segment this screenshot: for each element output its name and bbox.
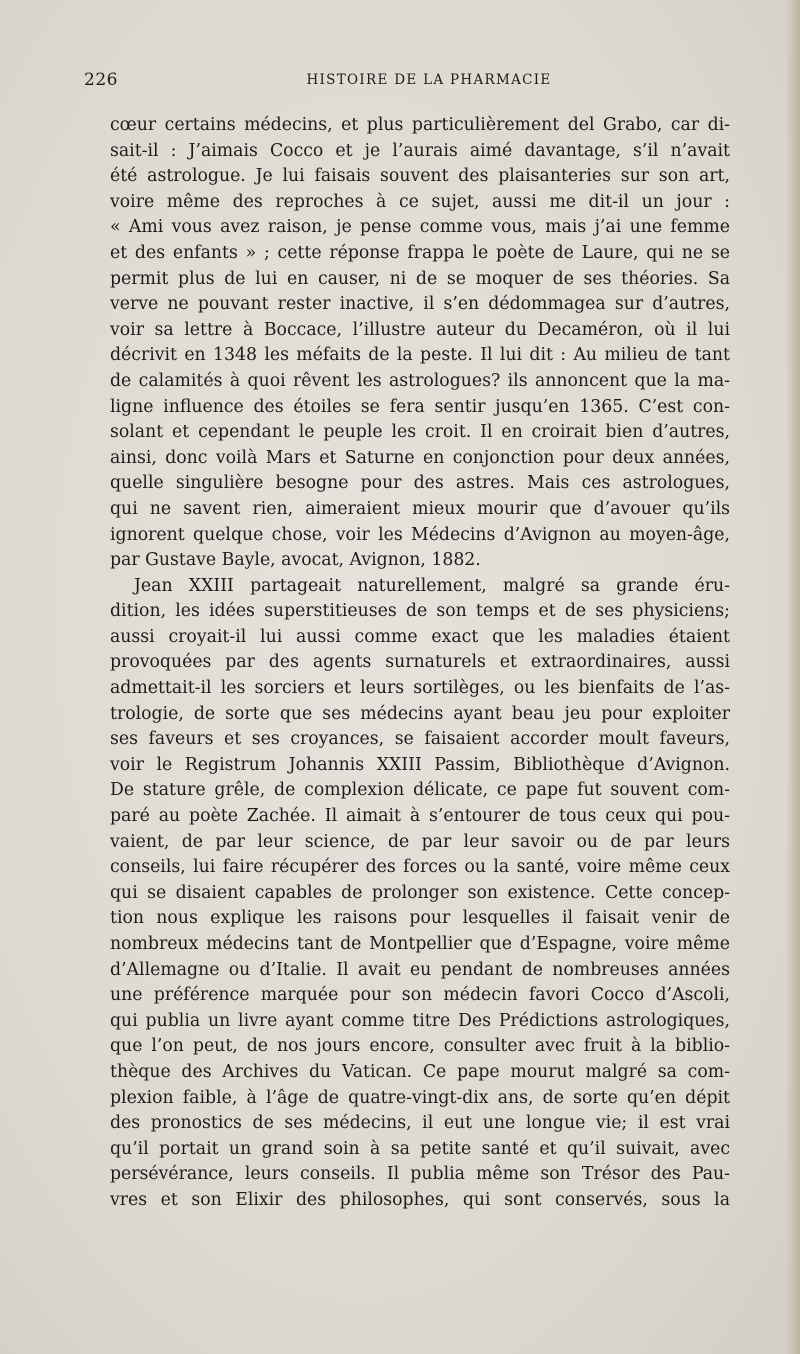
text-line: ainsi, donc voilà Mars et Saturne en conjonction pour deux années, [110, 447, 730, 468]
text-line: par Gustave Bayle, avocat, Avignon, 1882. [110, 550, 481, 571]
page-number: 226 [84, 70, 118, 90]
text-line: thèque des Archives du Vatican. Ce pape mourut malgré sa com- [110, 1061, 730, 1082]
text-line: trologie, de sorte que ses médecins ayant beau jeu pour exploiter [110, 703, 730, 724]
text-line: décrivit en 1348 les méfaits de la peste. Il lui dit : Au milieu de tant [110, 345, 730, 366]
text-line: nombreux médecins tant de Montpellier que d’Espagne, voire même [110, 934, 730, 954]
text-line: verve ne pouvant rester inactive, il s’en dédommagea sur d’autres, [110, 294, 730, 315]
text-line: que l’on peut, de nos jours encore, consulter avec fruit à la biblio- [110, 1036, 730, 1057]
text-line: voir sa lettre à Boccace, l’illustre auteur du Decaméron, où il lui [110, 319, 730, 340]
text-line: vaient, de par leur science, de par leur savoir ou de par leurs [110, 831, 730, 852]
text-line: voire même des reproches à ce sujet, aussi me dit-il un jour : [110, 191, 730, 212]
text-line: persévérance, leurs conseils. Il publia même son Trésor des Pau- [110, 1164, 730, 1185]
page-header [84, 70, 724, 94]
body-text [110, 113, 730, 1214]
text-line: sait-il : J’aimais Cocco et je l’aurais aimé davantage, s’il n’avait [110, 140, 730, 161]
text-line: aussi croyait-il lui aussi comme exact que les maladies étaient [110, 626, 730, 647]
text-line: paré au poète Zachée. Il aimait à s’entourer de tous ceux qui pou- [110, 806, 730, 827]
text-line: qui se disaient capables de prolonger son existence. Cette concep- [110, 882, 730, 903]
text-line: ignorent quelque chose, voir les Médecins d’Avignon au moyen-âge, [110, 524, 730, 545]
text-line: admettait-il les sorciers et leurs sortilèges, ou les bienfaits de l’as- [110, 678, 730, 699]
text-line: qui ne savent rien, aimeraient mieux mourir que d’avouer qu’ils [110, 498, 730, 519]
text-line: qu’il portait un grand soin à sa petite santé et qu’il suivait, avec [110, 1138, 730, 1159]
page-edge-shadow [786, 0, 800, 1354]
text-line: « Ami vous avez raison, je pense comme vous, mais j’ai une femme [110, 217, 730, 238]
text-line: tion nous explique les raisons pour lesquelles il faisait venir de [110, 908, 730, 929]
text-line: dition, les idées superstitieuses de son temps et de ses physiciens; [110, 601, 730, 622]
text-line: qui publia un livre ayant comme titre Des Prédictions astrologiques, [110, 1010, 730, 1031]
text-line: permit plus de lui en causer, ni de se moquer de ses théories. Sa [110, 268, 730, 289]
text-line: et des enfants » ; cette réponse frappa le poète de Laure, qui ne se [110, 242, 730, 263]
text-line: été astrologue. Je lui faisais souvent des plaisanteries sur son art, [110, 166, 730, 187]
text-line: de calamités à quoi rêvent les astrologues? ils annoncent que la ma- [110, 370, 730, 391]
text-line: voir le Registrum Johannis XXIII Passim, Bibliothèque d’Avignon. [110, 754, 730, 775]
text-line: provoquées par des agents surnaturels et extraordinaires, aussi [110, 652, 730, 673]
text-line: ligne influence des étoiles se fera sentir jusqu’en 1365. C’est con- [110, 396, 730, 417]
text-line: De stature grêle, de complexion délicate, ce pape fut souvent com- [110, 780, 730, 801]
text-line: solant et cependant le peuple les croit. Il en croirait bien d’autres, [110, 422, 730, 443]
text-line: conseils, lui faire récupérer des forces ou la santé, voire même ceux [110, 857, 730, 878]
text-line: des pronostics de ses médecins, il eut une longue vie; il est vrai [110, 1113, 730, 1134]
text-line: Jean XXIII partageait naturellement, malgré sa grande éru- [134, 575, 730, 596]
running-head: HISTOIRE DE LA PHARMACIE [306, 72, 552, 88]
text-line: quelle singulière besogne pour des astres. Mais ces astrologues, [110, 473, 730, 494]
text-line: vres et son Elixir des philosophes, qui sont conservés, sous la [110, 1189, 730, 1210]
text-line: cœur certains médecins, et plus particulièrement del Grabo, car di- [110, 115, 730, 135]
text-line: une préférence marquée pour son médecin favori Cocco d’Ascoli, [110, 985, 730, 1006]
text-line: ses faveurs et ses croyances, se faisaient accorder moult faveurs, [110, 729, 730, 750]
text-line: plexion faible, à l’âge de quatre-vingt-dix ans, de sorte qu’en dépit [110, 1087, 730, 1108]
text-line: d’Allemagne ou d’Italie. Il avait eu pendant de nombreuses années [110, 959, 730, 980]
